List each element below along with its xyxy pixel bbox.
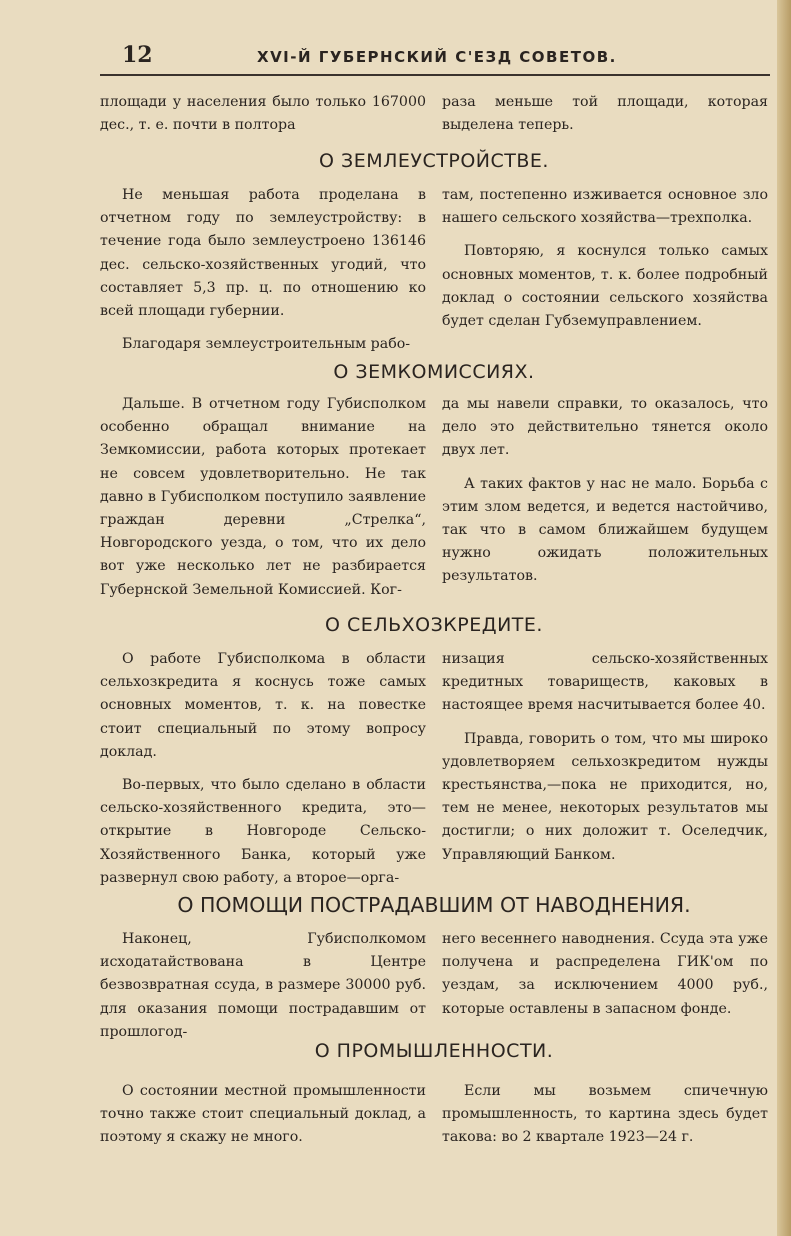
paragraph: там, постепенно изживается основное зло нашего сельского хозяйства—трехполка. — [442, 187, 768, 227]
running-title: XVI-Й ГУБЕРНСКИЙ С'ЕЗД СОВЕТОВ. — [257, 48, 617, 66]
paragraph: Благодаря землеустроительным рабо- — [122, 336, 411, 353]
intro-text — [100, 91, 768, 137]
section-title-flood-relief: О ПОМОЩИ ПОСТРАДАВШИМ ОТ НАВОДНЕНИЯ. — [177, 893, 691, 917]
paragraph: Во-первых, что было сделано в области сельско-хозяйственного кредита, это—открытие в Новгороде Сельско-Хозяйственного Банка, который уже развернул свою работу, а второе—орга- — [100, 777, 426, 886]
intro-right: раза меньше той площади, которая выделена теперь. — [442, 94, 768, 134]
section-title-land-commissions: О ЗЕМКОМИССИЯХ. — [333, 361, 535, 383]
paragraph: Наконец, Губисполкомом исходатайствована в Центре безвозвратная ссуда, в размере 30000 руб. для оказания помощи пострадавшим от прошлогод- — [100, 931, 426, 1040]
section-title-industry: О ПРОМЫШЛЕННОСТИ. — [314, 1040, 554, 1062]
page-number: 12 — [122, 42, 153, 68]
section-land-commissions — [100, 393, 768, 602]
paragraph: О состоянии местной промышленности точно также стоит специальный доклад, а поэтому я скажу не много. — [100, 1083, 426, 1146]
paragraph: Не меньшая работа проделана в отчетном году по землеустройству: в течение года было землеустроено 136146 дес. сельско-хозяйственных угодий, что составляет 5,3 пр. ц. по отношению ко всей площади губернии. — [100, 187, 426, 320]
paragraph: Повторяю, я коснулся только самых основных моментов, т. к. более подробный доклад о состоянии сельского хозяйства будет сделан Губземуправлением. — [442, 243, 768, 330]
paragraph: А таких фактов у нас не мало. Борьба с этим злом ведется, и ведется настойчиво, так что в самом ближайшем будущем нужно ожидать положительных результатов. — [442, 475, 768, 585]
section-title-land-management: О ЗЕМЛЕУСТРОЙСТВЕ. — [319, 150, 549, 172]
section-title-agricultural-credit: О СЕЛЬХОЗКРЕДИТЕ. — [325, 614, 543, 636]
page-header — [100, 40, 770, 76]
section-agricultural-credit — [100, 648, 768, 890]
paragraph: О работе Губисполкома в области сельхозкредита я коснусь тоже самых основных моментов, т. к. на повестке стоит специальный по этому вопросу доклад. — [100, 651, 426, 760]
section-land-management — [100, 184, 768, 356]
paragraph: низация сельско-хозяйственных кредитных товариществ, каковых в настоящее время насчитывается более 40. — [442, 651, 768, 714]
intro-left: площади у населения было только 167000 дес., т. е. почти в полтора — [100, 94, 426, 134]
section-flood-relief — [100, 928, 768, 1044]
paragraph: да мы навели справки, то оказалось, что дело это действительно тянется около двух лет. — [442, 396, 768, 459]
paragraph: Правда, говорить о том, что мы широко удовлетворяем сельхозкредитом нужды крестьянства,—пока не приходится, но, тем не менее, некоторых результатов мы достигли; о них доложит т. Оселедчик, Управляющий Банком. — [442, 730, 768, 863]
page-spine — [777, 0, 791, 1236]
paragraph: него весеннего наводнения. Ссуда эта уже получена и распределена ГИК'ом по уездам, за исключением 4000 руб., которые оставлены в запасном фонде. — [442, 931, 768, 1017]
paragraph: Дальше. В отчетном году Губисполком особенно обращал внимание на Земкомиссии, работа которых протекает не совсем удовлетворительно. Не так давно в Губисполком поступило заявление граждан деревни „Стрелка“, Новгородского уезда, о том, что их дело вот уже несколько лет не разбирается Губернской Земельной Комиссией. Ког- — [100, 396, 426, 598]
section-industry — [100, 1080, 768, 1150]
paragraph: Если мы возьмем спичечную промышленность, то картина здесь будет такова: во 2 квартале 1923—24 г. — [442, 1083, 768, 1146]
